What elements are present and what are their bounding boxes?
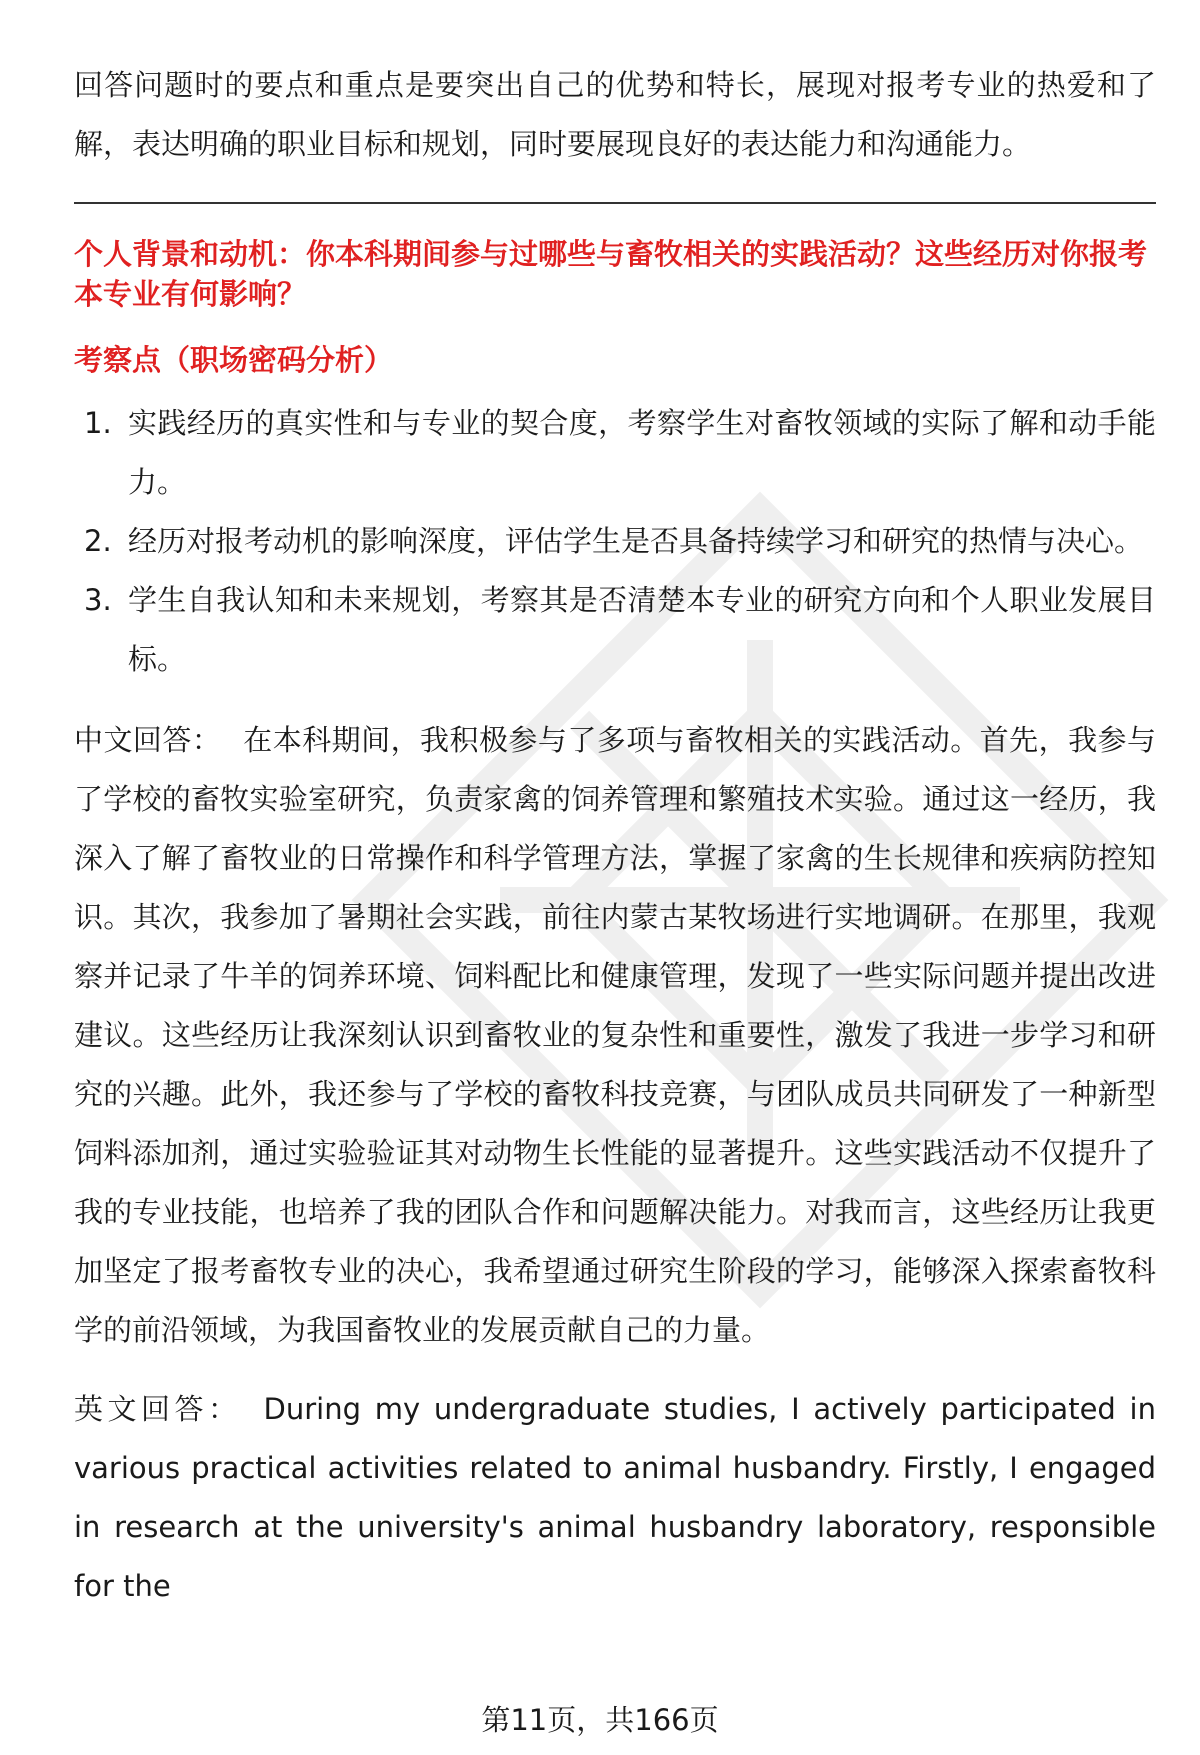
english-answer (74, 1380, 1156, 1616)
chinese-answer-label: 中文回答： (74, 723, 222, 757)
english-answer-label: 英文回答： (74, 1392, 242, 1426)
list-item (74, 394, 1156, 512)
list-item-number: 1. (84, 406, 112, 440)
assessment-points-list (74, 394, 1156, 689)
chinese-answer-text: 在本科期间，我积极参与了多项与畜牧相关的实践活动。首先，我参与了学校的畜牧实验室研究，负责家禽的饲养管理和繁殖技术实验。通过这一经历，我深入了解了畜牧业的日常操作和科学管理方法，掌握了家禽的生长规律和疾病防控知识。其次，我参加了暑期社会实践，前往内蒙古某牧场进行实地调研。在那里，我观察并记录了牛羊的饲养环境、饲料配比和健康管理，发现了一些实际问题并提出改进建议。这些经历让我深刻认识到畜牧业的复杂性和重要性，激发了我进一步学习和研究的兴趣。此外，我还参与了学校的畜牧科技竞赛，与团队成员共同研发了一种新型饲料添加剂，通过实验验证其对动物生长性能的显著提升。这些实践活动不仅提升了我的专业技能，也培养了我的团队合作和问题解决能力。对我而言，这些经历让我更加坚定了报考畜牧专业的决心，我希望通过研究生阶段的学习，能够深入探索畜牧科学的前沿领域，为我国畜牧业的发展贡献自己的力量。 (74, 723, 1156, 1347)
question-heading: 个人背景和动机：你本科期间参与过哪些与畜牧相关的实践活动？这些经历对你报考本专业有何影响？ (74, 237, 1148, 311)
list-item-text: 实践经历的真实性和与专业的契合度，考察学生对畜牧领域的实际了解和动手能力。 (128, 406, 1156, 499)
list-item-number: 3. (84, 583, 112, 617)
list-item-text: 经历对报考动机的影响深度，评估学生是否具备持续学习和研究的热情与决心。 (128, 524, 1144, 558)
page-number-footer: 第11页，共166页 (481, 1703, 719, 1737)
intro-paragraph: 回答问题时的要点和重点是要突出自己的优势和特长，展现对报考专业的热爱和了解，表达明确的职业目标和规划，同时要展现良好的表达能力和沟通能力。 (74, 68, 1156, 161)
assessment-points-heading: 考察点（职场密码分析） (74, 343, 394, 377)
section-divider (74, 202, 1156, 204)
document-page (74, 56, 1156, 1616)
chinese-answer (74, 711, 1156, 1360)
english-answer-text: During my undergraduate studies, I actively participated in various practical activities related to animal husbandry. Firstly, I engaged in research at the university's animal husbandry laboratory, responsible for the (74, 1392, 1156, 1603)
list-item-number: 2. (84, 524, 112, 558)
list-item (74, 571, 1156, 689)
list-item-text: 学生自我认知和未来规划，考察其是否清楚本专业的研究方向和个人职业发展目标。 (128, 583, 1156, 676)
list-item (74, 512, 1156, 571)
